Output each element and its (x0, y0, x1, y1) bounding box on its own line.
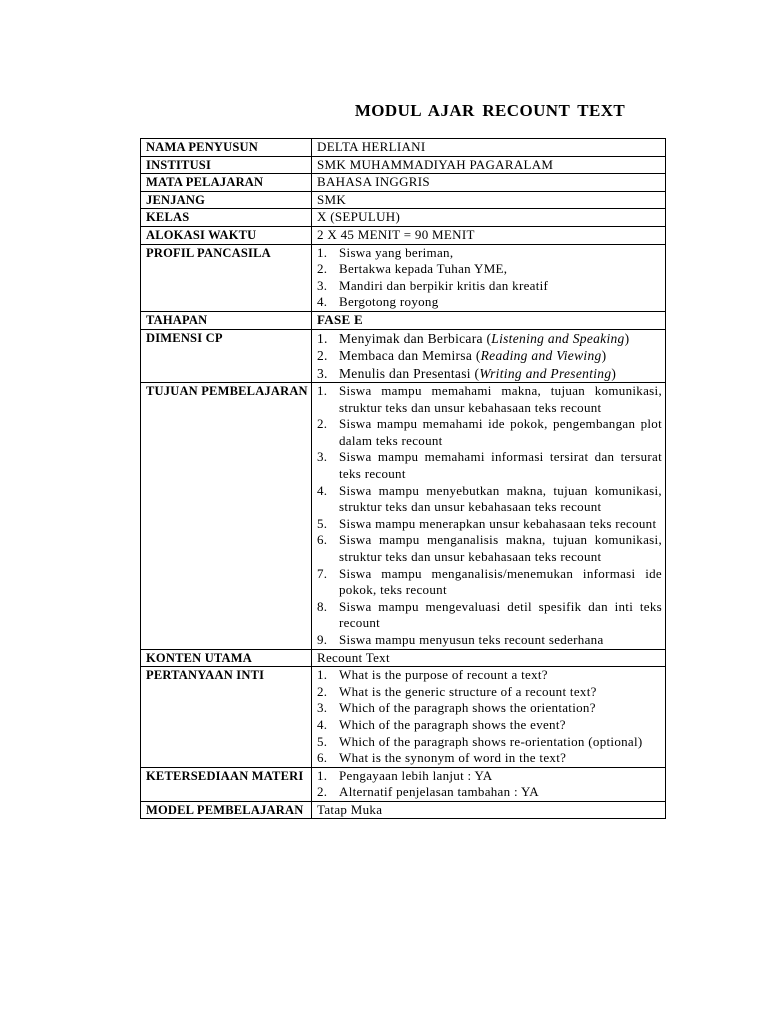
list-item: 4. Bergotong royong (317, 294, 439, 310)
list-item: 3. Which of the paragraph shows the orientation? (317, 700, 596, 716)
row-value: X (SEPULUH) (312, 209, 666, 227)
row-label: KELAS (141, 209, 312, 227)
row-label: KETERSEDIAAN MATERI (141, 767, 312, 801)
row-value: 2 X 45 MENIT = 90 MENIT (312, 226, 666, 244)
table-row (141, 383, 666, 650)
list-item: 3. Siswa mampu memahami informasi tersirat dan tersurat teks recount (317, 449, 662, 481)
table-row (141, 191, 666, 209)
row-value (312, 667, 666, 768)
row-label: KONTEN UTAMA (141, 649, 312, 667)
table-row (141, 649, 666, 667)
document-title: MODUL AJAR RECOUNT TEXT (354, 101, 626, 120)
tujuan-list (317, 383, 662, 649)
row-value (312, 244, 666, 311)
list-item: 6. Siswa mampu menganalisis makna, tujuan komunikasi, struktur teks dan unsur kebahasaan teks recount (317, 532, 662, 564)
row-label: TAHAPAN (141, 311, 312, 329)
profil-list (317, 245, 662, 311)
row-label: NAMA PENYUSUN (141, 139, 312, 157)
list-item: 1. Menyimak dan Berbicara (Listening and Speaking) (317, 330, 630, 346)
module-table (140, 138, 666, 819)
table-row (141, 174, 666, 192)
row-label: MODEL PEMBELAJARAN (141, 801, 312, 819)
row-value: Tatap Muka (312, 801, 666, 819)
row-value (312, 767, 666, 801)
row-label: TUJUAN PEMBELAJARAN (141, 383, 312, 650)
list-item: 2. Membaca dan Memirsa (Reading and Viewing) (317, 348, 607, 364)
table-row (141, 226, 666, 244)
row-value: SMK (312, 191, 666, 209)
list-item: 2. Alternatif penjelasan tambahan : YA (317, 784, 539, 800)
row-label: ALOKASI WAKTU (141, 226, 312, 244)
row-value: Recount Text (312, 649, 666, 667)
table-row (141, 329, 666, 383)
list-item: 2. Siswa mampu memahami ide pokok, pengembangan plot dalam teks recount (317, 416, 662, 448)
pertanyaan-list (317, 667, 662, 767)
row-label: PERTANYAAN INTI (141, 667, 312, 768)
list-item: 2. Bertakwa kepada Tuhan YME, (317, 261, 508, 277)
dimensi-list (317, 330, 662, 383)
row-label: DIMENSI CP (141, 329, 312, 383)
table-row (141, 767, 666, 801)
list-item: 5. Which of the paragraph shows re-orientation (optional) (317, 733, 643, 749)
row-value (312, 383, 666, 650)
list-item: 3. Menulis dan Presentasi (Writing and Presenting) (317, 365, 617, 381)
list-item: 9. Siswa mampu menyusun teks recount sederhana (317, 631, 604, 647)
row-value: DELTA HERLIANI (312, 139, 666, 157)
list-item: 1. Pengayaan lebih lanjut : YA (317, 767, 493, 783)
table-row (141, 801, 666, 819)
list-item: 7. Siswa mampu menganalisis/menemukan informasi ide pokok, teks recount (317, 565, 662, 598)
row-label: INSTITUSI (141, 156, 312, 174)
row-label: PROFIL PANCASILA (141, 244, 312, 311)
ketersediaan-list (317, 768, 662, 801)
row-value (312, 329, 666, 383)
list-item: 1. Siswa yang beriman, (317, 244, 454, 260)
table-row (141, 244, 666, 311)
list-item: 5. Siswa mampu menerapkan unsur kebahasaan teks recount (317, 515, 657, 531)
list-item: 6. What is the synonym of word in the text? (317, 750, 567, 766)
row-value: BAHASA INGGRIS (312, 174, 666, 192)
table-row (141, 139, 666, 157)
table-row (141, 311, 666, 329)
list-item: 8. Siswa mampu mengevaluasi detil spesifik dan inti teks recount (317, 598, 662, 631)
list-item: 4. Which of the paragraph shows the event? (317, 716, 566, 732)
row-label: MATA PELAJARAN (141, 174, 312, 192)
table-row (141, 667, 666, 768)
list-item: 1. What is the purpose of recount a text? (317, 667, 548, 683)
table-row (141, 156, 666, 174)
row-label: JENJANG (141, 191, 312, 209)
row-value: FASE E (312, 311, 666, 329)
row-value: SMK MUHAMMADIYAH PAGARALAM (312, 156, 666, 174)
list-item: 4. Siswa mampu menyebutkan makna, tujuan komunikasi, struktur teks dan unsur kebahasaan teks recount (317, 482, 662, 515)
list-item: 2. What is the generic structure of a recount text? (317, 683, 597, 699)
table-row (141, 209, 666, 227)
list-item: 1. Siswa mampu memahami makna, tujuan komunikasi, struktur teks dan unsur kebahasaan teks recount (317, 383, 662, 415)
list-item: 3. Mandiri dan berpikir kritis dan kreatif (317, 277, 549, 293)
